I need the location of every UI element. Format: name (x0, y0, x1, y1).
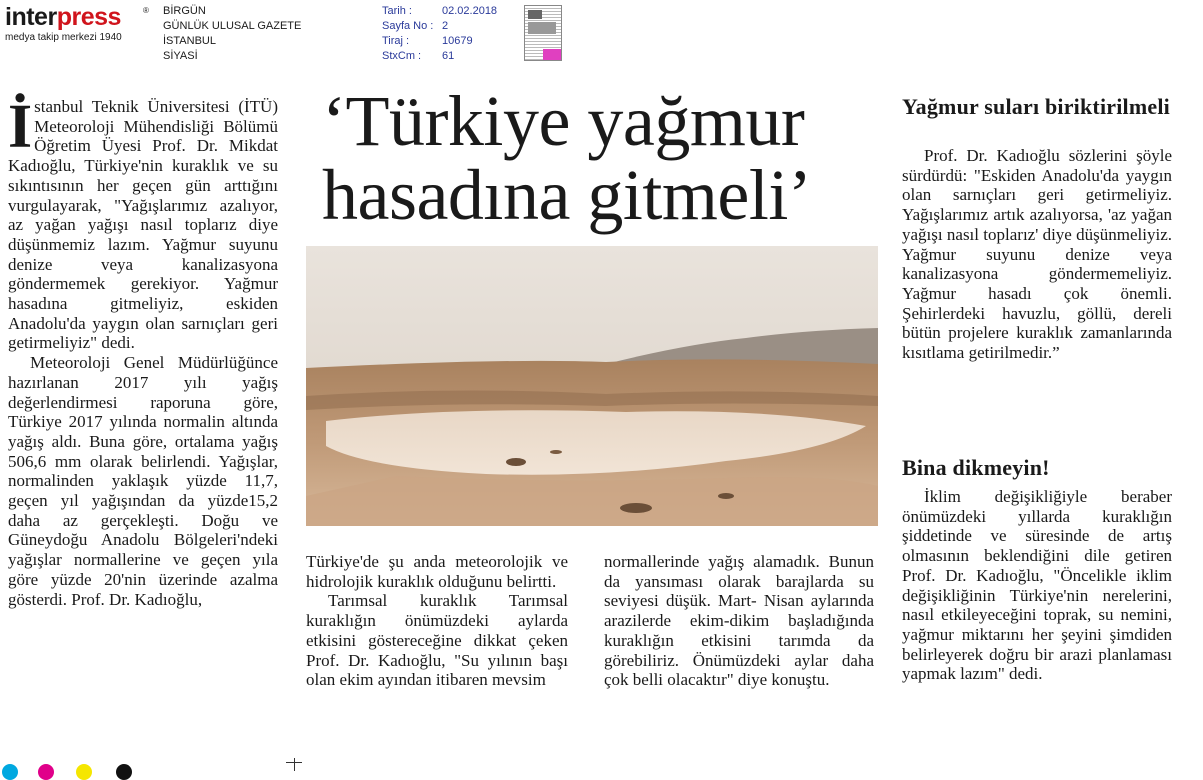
article-photo (306, 246, 878, 526)
article-column-2 (306, 552, 568, 690)
info-value: 02.02.2018 (442, 5, 498, 17)
registration-mark-black (116, 764, 132, 780)
publication-name: BİRGÜN (163, 5, 206, 17)
info-value: 2 (442, 20, 449, 32)
headline-line: hasadına gitmeli’ (322, 155, 812, 235)
drop-cap: İ (8, 93, 33, 161)
thumbnail-block (528, 22, 556, 34)
thumbnail-block (528, 10, 542, 19)
article-headline (322, 81, 882, 235)
article-paragraph: Türkiye'de şu anda meteorolojik ve hidrolojik kuraklık olduğunu belirtti. (306, 552, 568, 591)
article-paragraph: Meteoroloji Genel Müdürlüğünce hazırlanan 2017 yılı yağış değerlendirmesi raporuna göre, Türkiye 2017 yılında normalin altında yağış aldı. Buna göre, ortalama yağış 506,6 mm olarak belirlendi. Yağışlar, normalinden yaklaşık yüzde 11,7, geçen yıl yağışından da yüzde15,2 daha az gerçekleşti. Doğu ve Güneydoğu Anadolu Bölgeleri'ndeki yağışlar normallerine ve geçen yıla göre yüzde 20'nin üzerinde azalma gösterdi. Prof. Dr. Kadıoğlu, (8, 353, 278, 609)
dry-reservoir-photo (306, 246, 878, 526)
subheading-no-buildings: Bina dikmeyin! (902, 455, 1050, 480)
publication-category: SİYASİ (163, 50, 198, 62)
article-paragraph: Prof. Dr. Kadıoğlu sözlerini şöyle sürdürdü: "Eskiden Anadolu'da yaygın olan sarnıçları geri getirmeliyiz. Yağışlarımız artık azalıyorsa, 'az yağan yağışı nasıl toplarız' diye düşünmeliyiz. Yağmur suyunu denize veya kanalizasyona göndermemeliyiz. Yağmur hasadı çok önemli. Şehirlerdeki havuzlu, göllü, dereli bütün projelere kuraklık zamanlarında kısıtlama getirilmedir.” (902, 146, 1172, 363)
article-column-3 (604, 552, 874, 690)
info-row-stxcm (382, 49, 497, 64)
paragraph-text: stanbul Teknik Üniversitesi (İTÜ) Meteoroloji Mühendisliği Bölümü Öğretim Üyesi Prof. Dr. Mikdat Kadıoğlu, Türkiye'nin kuraklık ve su sıkıntısının her geçen gün arttığını vurgulayarak, "Yağışlarımız azalıyor, az yağan yağışı nasıl toplarız diye düşünmemiz lazım. Yağmur suyunu denize veya kanalizasyona göndermemek gerekiyor. Yağmur hasadına gitmeliyiz, eskiden Anadolu'da yaygın olan sarnıçları geri getirmeliyiz" dedi. (8, 97, 278, 353)
info-row-page (382, 19, 497, 34)
article-paragraph: İklim değişikliğiyle beraber önümüzdeki yıllarda kuraklığın şiddetinde ve süresinde de artış olmasının beklendiğini dile getiren Prof. Dr. Kadıoğlu, "Öncelikle iklim değişikliğinin Türkiye'nin nerelerini, nasıl etkileyeceğini toprak, su nemini, yağmur miktarını her şeyini şimdiden belirleyerek doğru bir arazi planlaması yapmak lazım" dedi. (902, 487, 1172, 684)
article-paragraph (8, 93, 278, 353)
logo-registered-mark: ® (143, 6, 149, 15)
publication-info (163, 4, 301, 64)
article-column-1 (8, 93, 278, 609)
registration-mark-magenta (38, 764, 54, 780)
article-paragraph: Tarımsal kuraklık Tarımsal kuraklığın önümüzdeki aylarda etkisini göstereceğine dikkat çeken Prof. Dr. Kadıoğlu, "Su yılının başı olan ekim ayından itibaren mevsim (306, 591, 568, 690)
logo-text-main: inter (5, 3, 57, 31)
publication-city: İSTANBUL (163, 35, 216, 47)
thumbnail-highlight (543, 49, 561, 60)
article-paragraph: normallerinde yağış alamadık. Bunun da yansıması olarak barajlarda su seviyesi düşük. Mart- Nisan aylarında arazilerde ekim-dikim başladığında kuraklığın etkisini tarımda da görebiliriz. Önümüzdeki aylar daha çok belli olacaktır" diye konuştu. (604, 552, 874, 690)
info-row-date (382, 4, 497, 19)
page-thumbnail[interactable] (524, 5, 562, 61)
info-label: Tiraj : (382, 35, 410, 47)
subheading-rainwater: Yağmur suları biriktirilmeli (902, 94, 1170, 119)
interpress-logo (5, 4, 147, 46)
crop-mark (294, 758, 295, 771)
headline-line: ‘Türkiye yağmur (322, 81, 805, 161)
logo-tagline: medya takip merkezi 1940 (5, 32, 122, 43)
info-label: Tarih : (382, 5, 412, 17)
clipping-info (382, 4, 497, 64)
logo-text-accent: press (56, 3, 121, 31)
info-value: 10679 (442, 35, 473, 47)
info-label: Sayfa No : (382, 20, 434, 32)
article-column-5 (902, 487, 1172, 684)
publication-type: GÜNLÜK ULUSAL GAZETE (163, 20, 302, 32)
registration-mark-yellow (76, 764, 92, 780)
info-value: 61 (442, 50, 455, 62)
article-column-4 (902, 146, 1172, 363)
registration-mark-cyan (2, 764, 18, 780)
info-label: StxCm : (382, 50, 422, 62)
logo-wordmark (5, 4, 147, 30)
info-row-circulation (382, 34, 497, 49)
